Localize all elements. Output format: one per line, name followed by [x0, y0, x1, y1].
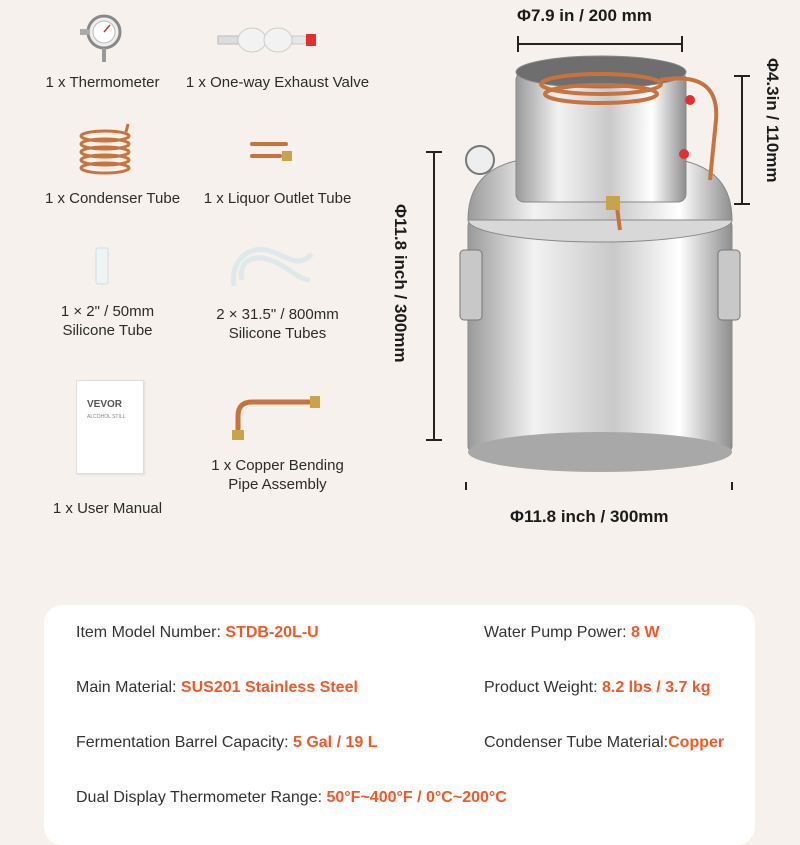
dim-body-height: Φ11.8 inch / 300mm — [391, 204, 410, 363]
copper-pipe-icon — [226, 392, 326, 444]
item-label-outlet-tube: 1 x Liquor Outlet Tube — [203, 190, 352, 207]
thermometer-icon — [72, 8, 136, 64]
spec-pump-power: Water Pump Power: 8 W — [484, 624, 660, 641]
spec-condenser-material: Condenser Tube Material:Copper — [484, 734, 725, 751]
spec-thermometer-range: Dual Display Thermometer Range: 50°F~400°F / 0°C~200°C — [76, 789, 507, 806]
outlet-tube-icon — [246, 136, 298, 166]
item-label-condenser-tube: 1 x Condenser Tube — [44, 190, 181, 207]
spec-weight: Product Weight: 8.2 lbs / 3.7 kg — [484, 679, 711, 696]
item-label-thermometer: 1 x Thermometer — [45, 74, 160, 91]
item-label-copper-pipe: 1 x Copper Bending Pipe Assembly — [211, 457, 344, 493]
dim-top-diameter: Φ7.9 in / 200 mm — [517, 6, 652, 25]
silicone-tubes-long-icon — [226, 240, 318, 292]
manual-subtitle: ALCOHOL STILL — [87, 414, 126, 420]
item-label-exhaust-valve: 1 x One-way Exhaust Valve — [185, 74, 370, 91]
manual-brand: VEVOR — [87, 399, 123, 410]
spec-model: Item Model Number: STDB-20L-U — [76, 624, 319, 641]
silicone-tube-short-icon — [94, 246, 110, 286]
exhaust-valve-icon — [212, 20, 324, 60]
dim-top-height: Φ4.3in / 110mm — [763, 58, 782, 183]
item-label-user-manual: 1 x User Manual — [52, 500, 163, 517]
spec-capacity: Fermentation Barrel Capacity: 5 Gal / 19 L — [76, 734, 378, 751]
specs-card — [44, 605, 755, 845]
item-label-silicone-short: 1 × 2" / 50mm Silicone Tube — [60, 303, 155, 339]
user-manual-icon — [76, 380, 144, 474]
spec-material: Main Material: SUS201 Stainless Steel — [76, 679, 358, 696]
condenser-coil-icon — [74, 122, 136, 180]
dim-bottom-diameter: Φ11.8 inch / 300mm — [510, 507, 669, 526]
item-label-silicone-long: 2 × 31.5" / 800mm Silicone Tubes — [216, 306, 339, 342]
distiller-product-image — [420, 20, 780, 490]
